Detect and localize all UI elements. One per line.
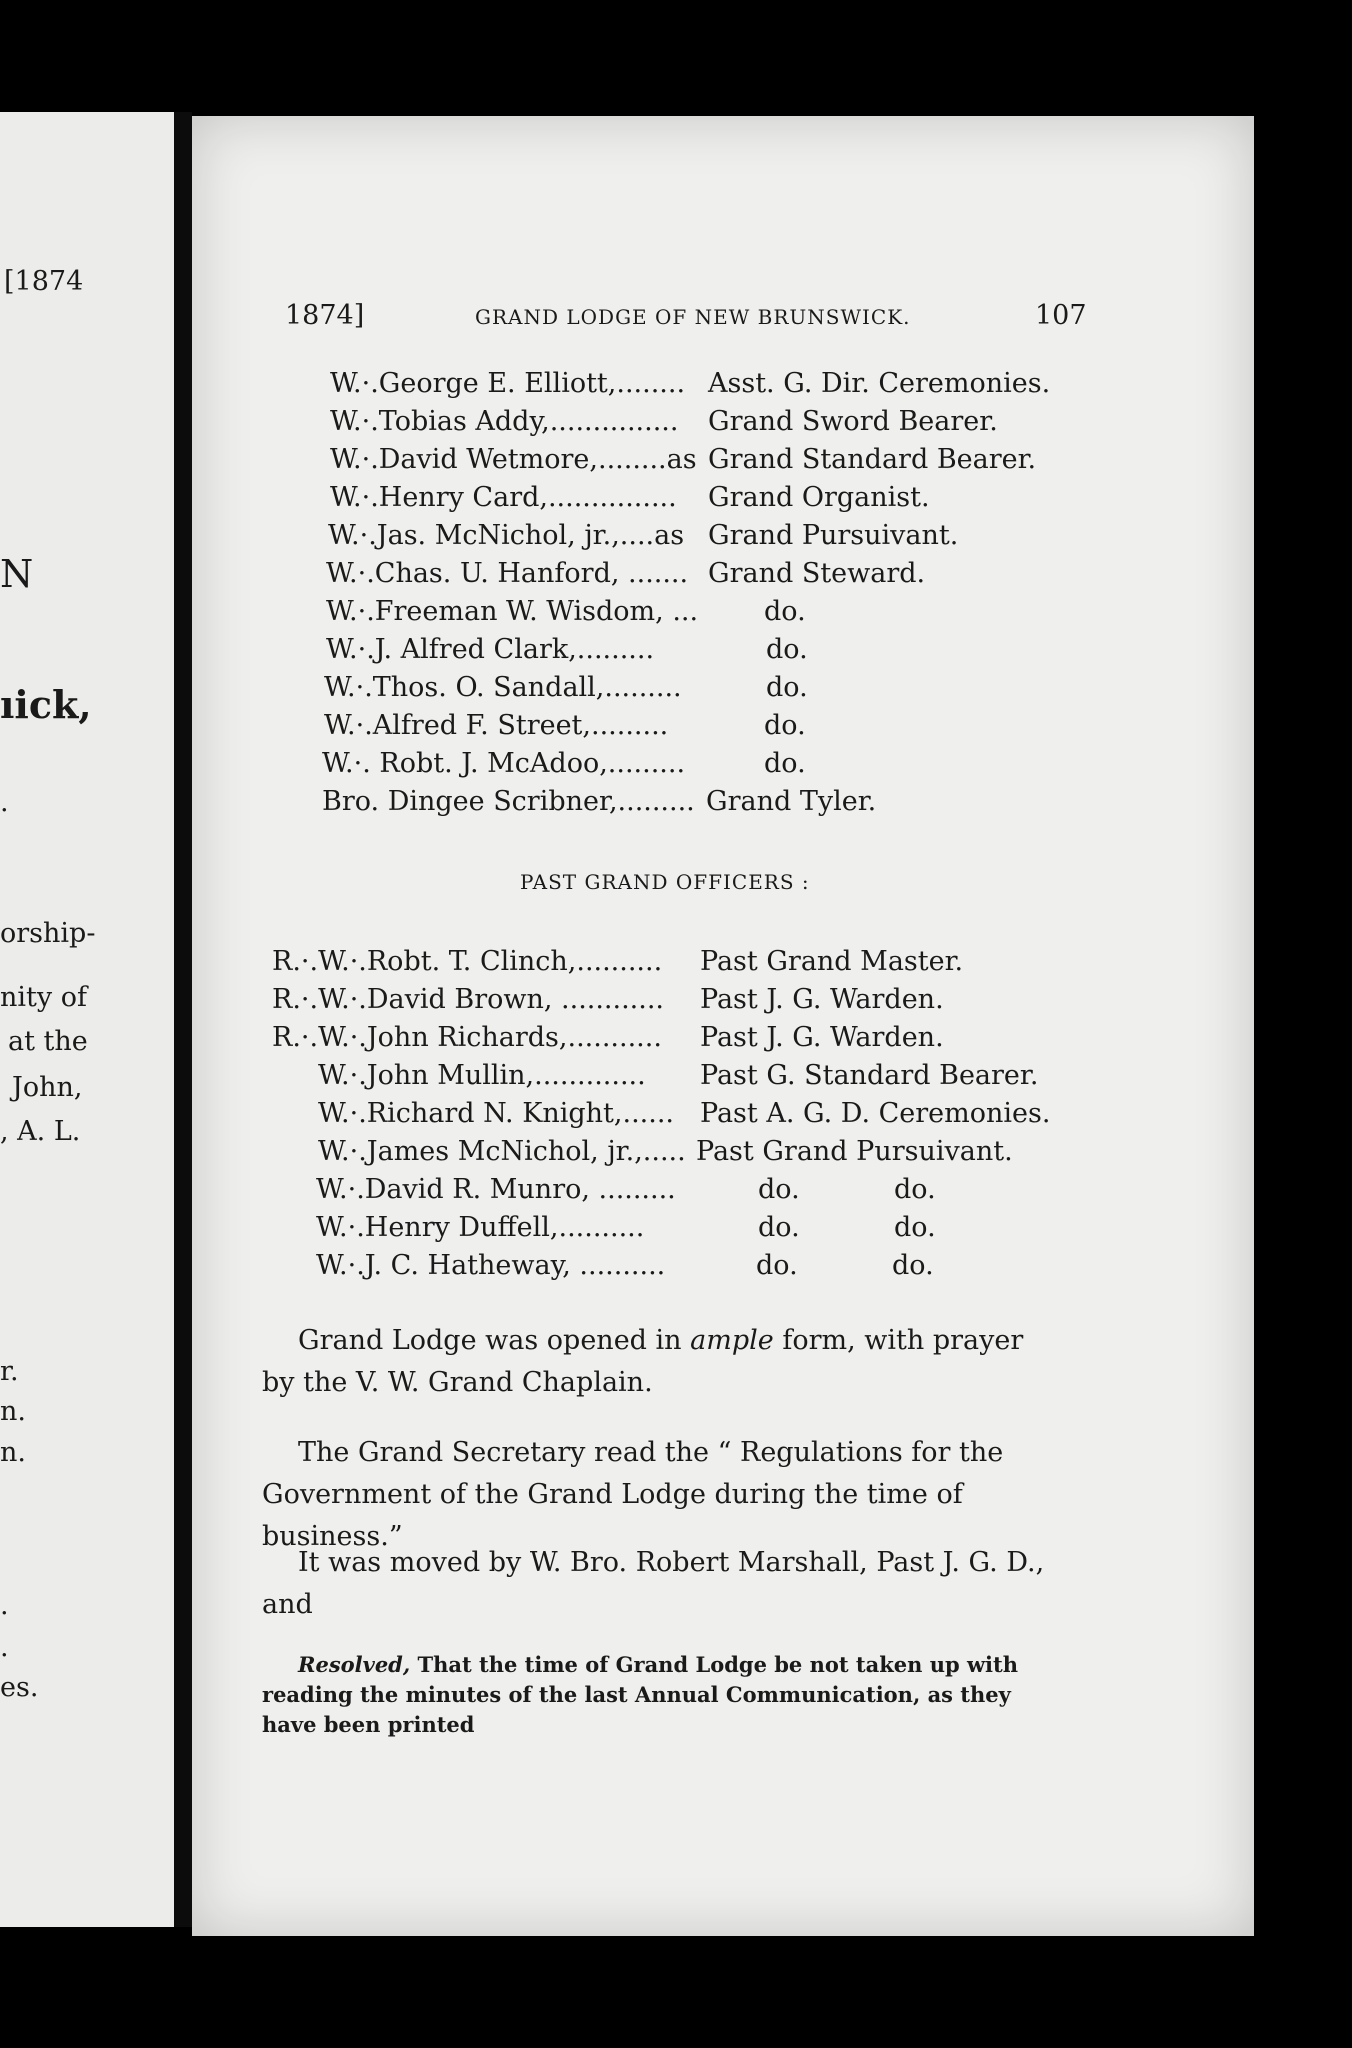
past-officer-row: [316, 1174, 936, 1212]
officer-role: do.: [764, 596, 806, 627]
left-page-line: ıick,: [0, 682, 92, 727]
past-officer-row: [318, 1098, 1051, 1136]
left-page-line: [1874: [4, 266, 84, 297]
left-page-line: es.: [0, 1672, 39, 1703]
emphasis-text: Resolved,: [298, 1652, 411, 1677]
past-officer-name: W.·.John Mullin,.............: [318, 1060, 646, 1091]
officer-name: W.·.Chas. U. Hanford, .......: [326, 558, 689, 589]
officer-row: [322, 786, 877, 824]
paragraph-regulations: [262, 1432, 1062, 1558]
officer-role: Grand Standard Bearer.: [708, 444, 1037, 475]
left-page-line: .: [0, 1632, 9, 1663]
past-officer-role-2: do.: [892, 1250, 934, 1281]
officer-role: do.: [764, 748, 806, 779]
officer-role: Grand Pursuivant.: [708, 520, 959, 551]
officer-name: W.·.J. Alfred Clark,.........: [326, 634, 655, 665]
paragraph-text: form, with prayer by the V. W. Grand Chaplain.: [262, 1325, 1024, 1398]
past-officer-role: Past Grand Pursuivant.: [696, 1136, 1013, 1167]
past-officer-name: R.·.W.·.David Brown, ............: [272, 984, 665, 1015]
officer-name: W.·.Thos. O. Sandall,.........: [324, 672, 682, 703]
officer-role: Grand Organist.: [708, 482, 930, 513]
page-gutter: [174, 112, 192, 1927]
past-officer-role: do.: [758, 1212, 800, 1243]
section-title: PAST GRAND OFFICERS :: [520, 870, 810, 894]
past-officer-role: Past A. G. D. Ceremonies.: [700, 1098, 1051, 1129]
left-page-line: r.: [0, 1356, 19, 1387]
officer-row: [326, 558, 926, 596]
officer-row: [324, 710, 806, 748]
past-officer-row: [272, 946, 964, 984]
officer-name: W.·.Alfred F. Street,.........: [324, 710, 669, 741]
past-officer-row: [272, 1022, 944, 1060]
page-number: 107: [1035, 300, 1087, 331]
officer-role: Grand Tyler.: [706, 786, 877, 817]
left-page: [0, 112, 174, 1927]
paragraph-motion: [262, 1542, 1062, 1626]
left-page-line: n.: [0, 1396, 26, 1427]
officer-name: W.·.George E. Elliott,........: [330, 368, 686, 399]
past-officer-name: W.·.Richard N. Knight,......: [318, 1098, 674, 1129]
past-officer-role: Past J. G. Warden.: [700, 984, 944, 1015]
past-officer-row: [316, 1212, 936, 1250]
paragraph-opening: [262, 1320, 1062, 1404]
paragraph-text: Grand Lodge was opened in: [298, 1325, 691, 1356]
paragraph-text: It was moved by W. Bro. Robert Marshall, Past J. G. D., and: [262, 1547, 1045, 1620]
emphasis-text: ample: [690, 1325, 774, 1356]
officer-role: do.: [766, 634, 808, 665]
past-officer-name: W.·.J. C. Hatheway, ..........: [316, 1250, 666, 1281]
officer-name: W.·. Robt. J. McAdoo,.........: [322, 748, 686, 779]
past-officer-name: W.·.David R. Munro, .........: [316, 1174, 676, 1205]
past-officer-role-2: do.: [894, 1212, 936, 1243]
left-page-line: .: [0, 1590, 9, 1621]
running-head-title: GRAND LODGE OF NEW BRUNSWICK.: [475, 305, 911, 329]
officer-row: [322, 748, 806, 786]
past-officer-row: [318, 1136, 1013, 1174]
officer-role: do.: [764, 710, 806, 741]
left-page-line: John,: [12, 1072, 83, 1103]
past-officer-role: Past G. Standard Bearer.: [700, 1060, 1039, 1091]
officer-name: W.·.Tobias Addy,...............: [330, 406, 679, 437]
officer-row: [324, 672, 808, 710]
past-officer-name: W.·.James McNichol, jr.,.....: [318, 1136, 686, 1167]
past-officer-name: W.·.Henry Duffell,..........: [316, 1212, 645, 1243]
past-officer-role: Past J. G. Warden.: [700, 1022, 944, 1053]
past-officer-role: do.: [758, 1174, 800, 1205]
past-officer-name: R.·.W.·.Robt. T. Clinch,..........: [272, 946, 663, 977]
officer-row: [330, 482, 930, 520]
officer-row: [328, 520, 959, 558]
officer-row: [326, 596, 806, 634]
officer-name: Bro. Dingee Scribner,.........: [322, 786, 695, 817]
running-head-year: 1874]: [285, 300, 365, 331]
officer-name: W.·.Henry Card,...............: [330, 482, 677, 513]
paragraph-text: The Grand Secretary read the “ Regulations for the Government of the Grand Lodge during the time of business.”: [262, 1437, 1004, 1552]
officer-name: W.·.Freeman W. Wisdom, ...: [326, 596, 699, 627]
left-page-line: n.: [0, 1437, 26, 1468]
officer-row: [330, 444, 1037, 482]
officer-row: [330, 406, 998, 444]
past-officer-role: do.: [756, 1250, 798, 1281]
left-page-line: nity of: [0, 982, 87, 1013]
left-page-line: .: [0, 787, 9, 818]
paragraph-resolved: [262, 1650, 1062, 1740]
officer-name: W.·.David Wetmore,........as: [330, 444, 697, 475]
officer-role: do.: [766, 672, 808, 703]
officer-role: Grand Steward.: [708, 558, 926, 589]
past-officer-role-2: do.: [894, 1174, 936, 1205]
left-page-line: orship-: [0, 918, 96, 949]
left-page-line: , A. L.: [0, 1116, 81, 1147]
left-page-line: N: [0, 552, 34, 596]
past-officer-row: [318, 1060, 1039, 1098]
officer-role: Asst. G. Dir. Ceremonies.: [708, 368, 1051, 399]
past-officer-name: R.·.W.·.John Richards,...........: [272, 1022, 662, 1053]
officer-row: [326, 634, 808, 672]
paragraph-text: That the time of Grand Lodge be not taken up with reading the minutes of the last Annual Communication, as they have been printed: [262, 1652, 1018, 1737]
left-page-line: at the: [8, 1026, 88, 1057]
officer-name: W.·.Jas. McNichol, jr.,....as: [328, 520, 685, 551]
officer-row: [330, 368, 1051, 406]
past-officer-row: [316, 1250, 934, 1288]
officer-role: Grand Sword Bearer.: [708, 406, 998, 437]
past-officer-row: [272, 984, 944, 1022]
past-officer-role: Past Grand Master.: [700, 946, 964, 977]
